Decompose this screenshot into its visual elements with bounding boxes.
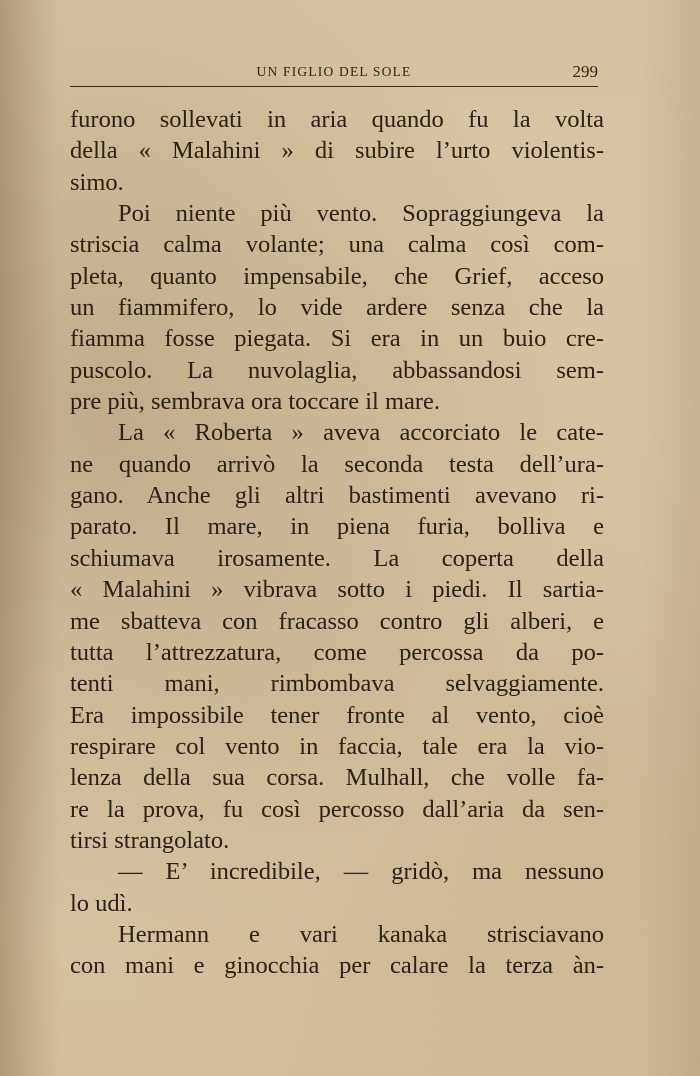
body-text: [70, 104, 604, 982]
text-line: — E’ incredibile, — gridò, ma nessuno: [118, 858, 604, 886]
text-line: simo.: [70, 168, 124, 196]
text-line: tirsi strangolato.: [70, 826, 230, 854]
text-line: fiamma fosse piegata. Si era in un buio cre-: [70, 325, 604, 353]
text-line: con mani e ginocchia per calare la terza àn-: [70, 952, 604, 980]
text-line: « Malahini » vibrava sotto i piedi. Il sartia-: [70, 576, 604, 604]
text-line: furono sollevati in aria quando fu la volta: [70, 106, 604, 133]
text-line: La « Roberta » aveva accorciato le cate-: [118, 419, 604, 447]
text-line: striscia calma volante; una calma così com-: [70, 231, 604, 259]
text-line: un fiammifero, lo vide ardere senza che la: [70, 294, 604, 322]
text-line: respirare col vento in faccia, tale era la vio-: [70, 732, 604, 760]
text-line: schiumava irosamente. La coperta della: [70, 544, 604, 572]
running-head: [70, 62, 598, 86]
text-line: tenti mani, rimbombava selvaggiamente.: [70, 670, 604, 698]
text-line: re la prova, fu così percosso dall’aria da sen-: [70, 795, 604, 823]
text-line: Poi niente più vento. Sopraggiungeva la: [118, 200, 604, 228]
text-line: me sbatteva con fracasso contro gli alberi, e: [70, 607, 604, 635]
text-line: lo udì.: [70, 889, 133, 917]
text-line: pleta, quanto impensabile, che Grief, acceso: [70, 262, 604, 290]
text-line: della « Malahini » di subire l’urto violentis-: [70, 137, 604, 165]
running-title: UN FIGLIO DEL SOLE: [256, 64, 412, 79]
text-line: pre più, sembrava ora toccare il mare.: [70, 388, 441, 416]
text-line: tutta l’attrezzatura, come percossa da po-: [70, 638, 604, 666]
page-number: 299: [572, 62, 598, 81]
text-line: gano. Anche gli altri bastimenti avevano ri-: [70, 482, 604, 510]
header-rule: [70, 86, 598, 87]
text-line: puscolo. La nuvolaglia, abbassandosi sem-: [70, 356, 604, 384]
text-line: Hermann e vari kanaka strisciavano: [118, 920, 604, 948]
text-line: parato. Il mare, in piena furia, bolliva e: [70, 513, 604, 541]
text-line: lenza della sua corsa. Mulhall, che volle fa-: [70, 764, 604, 792]
text-line: Era impossibile tener fronte al vento, cioè: [70, 701, 604, 729]
text-line: ne quando arrivò la seconda testa dell’ura-: [70, 450, 604, 478]
